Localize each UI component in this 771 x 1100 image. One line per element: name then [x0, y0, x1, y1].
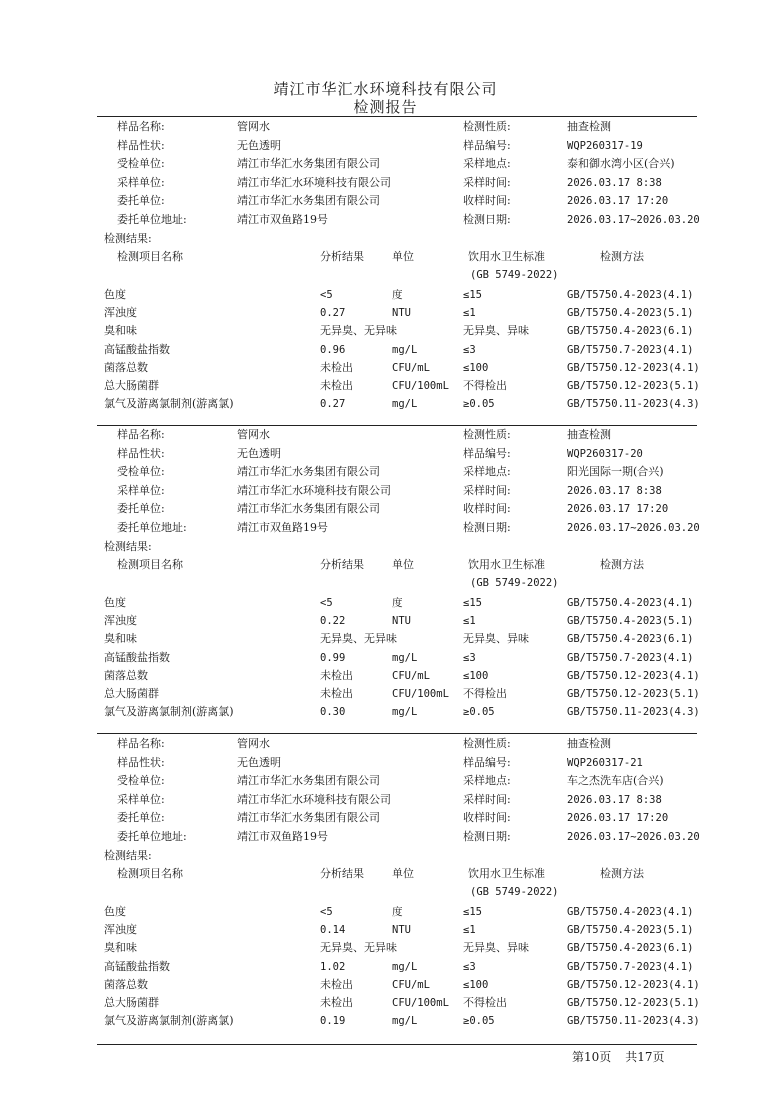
row-item: 菌落总数	[104, 360, 148, 374]
client-unit-label: 委托单位:	[117, 502, 165, 516]
sampling-site-value: 阳光国际一期(合兴)	[567, 465, 664, 479]
row-method: GB/T5750.7-2023(4.1)	[567, 343, 694, 356]
row-result: 0.99	[320, 651, 346, 664]
client-unit-value: 靖江市华汇水务集团有限公司	[237, 502, 380, 516]
row-result: 0.22	[320, 615, 346, 628]
test-type-value: 抽查检测	[567, 737, 611, 750]
col-method-header: 检测方法	[600, 558, 644, 571]
row-standard: ≤3	[463, 343, 476, 356]
client-address-label: 委托单位地址:	[117, 213, 187, 226]
receive-time-value: 2026.03.17 17:20	[567, 195, 669, 208]
sample-no-value: WQP260317-20	[567, 447, 643, 460]
row-result: 0.19	[320, 1015, 346, 1028]
col-standard-header: 饮用水卫生标准	[468, 558, 545, 571]
row-item: 氯气及游离氯制剂(游离氯)	[104, 705, 234, 719]
row-item: 臭和味	[104, 324, 137, 338]
col-standard-code: (GB 5749-2022)	[470, 577, 559, 589]
client-unit-label: 委托单位:	[117, 194, 165, 208]
row-unit: CFU/mL	[392, 669, 430, 682]
section-divider	[97, 733, 697, 734]
row-method: GB/T5750.12-2023(5.1)	[567, 997, 700, 1009]
row-unit: CFU/100mL	[392, 997, 449, 1009]
sampling-site-value: 泰和御水湾小区(合兴)	[567, 157, 675, 171]
test-date-label: 检测日期:	[463, 830, 511, 843]
client-address-value: 靖江市双鱼路19号	[237, 830, 328, 843]
results-label: 检测结果:	[104, 849, 152, 862]
col-standard-code: (GB 5749-2022)	[470, 269, 559, 281]
receive-time-value: 2026.03.17 17:20	[567, 503, 669, 516]
row-standard: 无异臭、异味	[463, 941, 529, 955]
client-address-label: 委托单位地址:	[117, 521, 187, 534]
client-address-label: 委托单位地址:	[117, 830, 187, 843]
row-standard: 无异臭、异味	[463, 632, 529, 646]
row-standard: 不得检出	[463, 379, 507, 392]
row-method: GB/T5750.11-2023(4.3)	[567, 706, 700, 719]
sample-no-label: 样品编号:	[463, 138, 511, 152]
row-result: <5	[320, 289, 333, 301]
row-standard: ≤3	[463, 960, 476, 973]
sample-no-label: 样品编号:	[463, 755, 511, 769]
row-standard: ≤15	[463, 597, 482, 609]
sample-state-value: 无色透明	[237, 755, 281, 769]
row-result: 未检出	[320, 977, 353, 991]
sample-block	[0, 735, 771, 1041]
receiving-unit-value: 靖江市华汇水务集团有限公司	[237, 157, 380, 171]
row-item: 高锰酸盐指数	[104, 342, 170, 356]
sample-name-label: 样品名称:	[117, 120, 165, 133]
row-method: GB/T5750.12-2023(5.1)	[567, 380, 700, 392]
row-method: GB/T5750.7-2023(4.1)	[567, 960, 694, 973]
sample-block	[0, 426, 771, 732]
row-unit: mg/L	[392, 706, 418, 719]
sampling-unit-value: 靖江市华汇水环境科技有限公司	[237, 175, 391, 189]
row-item: 总大肠菌群	[104, 687, 159, 700]
top-rule	[97, 116, 697, 117]
row-standard: ≥0.05	[463, 1015, 495, 1028]
row-method: GB/T5750.4-2023(6.1)	[567, 942, 694, 955]
row-unit: NTU	[392, 615, 411, 628]
test-type-label: 检测性质:	[463, 737, 511, 750]
row-unit: 度	[392, 289, 403, 301]
sample-no-label: 样品编号:	[463, 446, 511, 460]
row-method: GB/T5750.12-2023(5.1)	[567, 688, 700, 700]
sampling-time-label: 采样时间:	[463, 175, 511, 189]
row-unit: 度	[392, 906, 403, 918]
receive-time-label: 收样时间:	[463, 194, 511, 208]
row-result: 0.96	[320, 343, 346, 356]
sample-name-value: 管网水	[237, 737, 270, 750]
sample-block	[0, 118, 771, 424]
row-method: GB/T5750.4-2023(6.1)	[567, 633, 694, 646]
row-standard: 无异臭、异味	[463, 324, 529, 338]
row-result: 未检出	[320, 996, 353, 1009]
receiving-unit-label: 受检单位:	[117, 157, 165, 171]
col-standard-code: (GB 5749-2022)	[470, 886, 559, 898]
sampling-site-label: 采样地点:	[463, 465, 511, 479]
company-name: 靖江市华汇水环境科技有限公司	[273, 80, 498, 98]
row-item: 色度	[104, 596, 126, 609]
row-standard: 不得检出	[463, 996, 507, 1009]
row-method: GB/T5750.7-2023(4.1)	[567, 651, 694, 664]
row-unit: CFU/mL	[392, 978, 430, 991]
test-date-label: 检测日期:	[463, 521, 511, 534]
row-item: 高锰酸盐指数	[104, 959, 170, 973]
row-item: 菌落总数	[104, 668, 148, 682]
sampling-site-value: 车之杰洗车店(合兴)	[567, 774, 664, 788]
row-result: 1.02	[320, 960, 346, 973]
sampling-unit-value: 靖江市华汇水环境科技有限公司	[237, 792, 391, 806]
sample-name-value: 管网水	[237, 428, 270, 441]
row-standard: ≤1	[463, 307, 476, 320]
row-item: 总大肠菌群	[104, 996, 159, 1009]
client-address-value: 靖江市双鱼路19号	[237, 521, 328, 534]
receive-time-label: 收样时间:	[463, 502, 511, 516]
row-method: GB/T5750.12-2023(4.1)	[567, 978, 700, 991]
sampling-unit-label: 采样单位:	[117, 792, 165, 806]
row-unit: CFU/100mL	[392, 688, 449, 700]
row-item: 菌落总数	[104, 977, 148, 991]
row-result: 0.27	[320, 307, 346, 320]
row-standard: ≤3	[463, 651, 476, 664]
sample-state-label: 样品性状:	[117, 446, 165, 460]
row-method: GB/T5750.4-2023(4.1)	[567, 906, 694, 918]
sample-state-value: 无色透明	[237, 446, 281, 460]
test-date-value: 2026.03.17~2026.03.20	[567, 831, 700, 843]
receive-time-value: 2026.03.17 17:20	[567, 812, 669, 825]
row-standard: ≤1	[463, 924, 476, 937]
results-label: 检测结果:	[104, 232, 152, 245]
row-item: 高锰酸盐指数	[104, 650, 170, 664]
row-item: 浑浊度	[104, 923, 137, 937]
test-date-value: 2026.03.17~2026.03.20	[567, 522, 700, 534]
sampling-time-label: 采样时间:	[463, 483, 511, 497]
row-item: 臭和味	[104, 632, 137, 646]
page-footer	[572, 1048, 679, 1065]
client-unit-value: 靖江市华汇水务集团有限公司	[237, 811, 380, 825]
sampling-site-label: 采样地点:	[463, 157, 511, 171]
row-item: 浑浊度	[104, 306, 137, 320]
row-method: GB/T5750.11-2023(4.3)	[567, 1015, 700, 1028]
row-method: GB/T5750.12-2023(4.1)	[567, 669, 700, 682]
row-standard: ≤100	[463, 669, 489, 682]
row-unit: NTU	[392, 924, 411, 937]
receiving-unit-value: 靖江市华汇水务集团有限公司	[237, 774, 380, 788]
row-result: 0.30	[320, 706, 346, 719]
page-number: 第10页	[572, 1050, 612, 1064]
row-result: 无异臭、无异味	[320, 632, 397, 646]
test-type-value: 抽查检测	[567, 120, 611, 133]
row-method: GB/T5750.11-2023(4.3)	[567, 398, 700, 411]
row-standard: ≤15	[463, 289, 482, 301]
row-method: GB/T5750.4-2023(4.1)	[567, 597, 694, 609]
sampling-time-label: 采样时间:	[463, 792, 511, 806]
row-method: GB/T5750.4-2023(5.1)	[567, 615, 694, 628]
row-unit: 度	[392, 597, 403, 609]
receiving-unit-value: 靖江市华汇水务集团有限公司	[237, 465, 380, 479]
row-item: 氯气及游离氯制剂(游离氯)	[104, 1014, 234, 1028]
receiving-unit-label: 受检单位:	[117, 465, 165, 479]
sampling-time-value: 2026.03.17 8:38	[567, 176, 662, 189]
row-result: 未检出	[320, 668, 353, 682]
sample-no-value: WQP260317-21	[567, 756, 643, 769]
col-method-header: 检测方法	[600, 867, 644, 880]
row-result: 无异臭、无异味	[320, 941, 397, 955]
col-standard-header: 饮用水卫生标准	[468, 867, 545, 880]
row-unit: mg/L	[392, 651, 418, 664]
col-unit-header: 单位	[392, 867, 414, 880]
row-result: <5	[320, 906, 333, 918]
row-result: 0.14	[320, 924, 346, 937]
col-item-header: 检测项目名称	[117, 867, 183, 880]
row-unit: mg/L	[392, 343, 418, 356]
row-standard: ≤100	[463, 361, 489, 374]
row-method: GB/T5750.12-2023(4.1)	[567, 361, 700, 374]
row-unit: CFU/100mL	[392, 380, 449, 392]
row-item: 臭和味	[104, 941, 137, 955]
row-item: 总大肠菌群	[104, 379, 159, 392]
row-standard: ≤1	[463, 615, 476, 628]
report-title: 检测报告	[353, 98, 418, 116]
row-unit: CFU/mL	[392, 361, 430, 374]
sample-state-label: 样品性状:	[117, 138, 165, 152]
row-unit: NTU	[392, 307, 411, 320]
test-type-label: 检测性质:	[463, 428, 511, 441]
col-item-header: 检测项目名称	[117, 250, 183, 263]
col-result-header: 分析结果	[320, 250, 364, 263]
row-standard: 不得检出	[463, 687, 507, 700]
receiving-unit-label: 受检单位:	[117, 774, 165, 788]
sampling-time-value: 2026.03.17 8:38	[567, 793, 662, 806]
row-standard: ≤100	[463, 978, 489, 991]
row-result: 0.27	[320, 398, 346, 411]
receive-time-label: 收样时间:	[463, 811, 511, 825]
row-item: 浑浊度	[104, 614, 137, 628]
sampling-unit-label: 采样单位:	[117, 175, 165, 189]
bottom-rule	[97, 1044, 697, 1045]
test-type-value: 抽查检测	[567, 428, 611, 441]
test-date-label: 检测日期:	[463, 213, 511, 226]
col-result-header: 分析结果	[320, 558, 364, 571]
row-result: 未检出	[320, 687, 353, 700]
sample-state-value: 无色透明	[237, 138, 281, 152]
results-label: 检测结果:	[104, 540, 152, 553]
row-method: GB/T5750.4-2023(5.1)	[567, 924, 694, 937]
sampling-unit-label: 采样单位:	[117, 483, 165, 497]
client-unit-value: 靖江市华汇水务集团有限公司	[237, 194, 380, 208]
col-unit-header: 单位	[392, 250, 414, 263]
row-method: GB/T5750.4-2023(4.1)	[567, 289, 694, 301]
sample-name-label: 样品名称:	[117, 737, 165, 750]
client-address-value: 靖江市双鱼路19号	[237, 213, 328, 226]
row-unit: mg/L	[392, 398, 418, 411]
col-result-header: 分析结果	[320, 867, 364, 880]
sample-state-label: 样品性状:	[117, 755, 165, 769]
test-date-value: 2026.03.17~2026.03.20	[567, 214, 700, 226]
col-unit-header: 单位	[392, 558, 414, 571]
row-item: 色度	[104, 288, 126, 301]
row-standard: ≤15	[463, 906, 482, 918]
col-item-header: 检测项目名称	[117, 558, 183, 571]
row-method: GB/T5750.4-2023(6.1)	[567, 325, 694, 338]
row-item: 色度	[104, 905, 126, 918]
row-item: 氯气及游离氯制剂(游离氯)	[104, 397, 234, 411]
row-result: <5	[320, 597, 333, 609]
sampling-unit-value: 靖江市华汇水环境科技有限公司	[237, 483, 391, 497]
page-total: 共17页	[625, 1050, 665, 1064]
row-method: GB/T5750.4-2023(5.1)	[567, 307, 694, 320]
row-result: 未检出	[320, 379, 353, 392]
sample-no-value: WQP260317-19	[567, 139, 643, 152]
row-result: 无异臭、无异味	[320, 324, 397, 338]
row-result: 未检出	[320, 360, 353, 374]
sampling-site-label: 采样地点:	[463, 774, 511, 788]
sample-name-label: 样品名称:	[117, 428, 165, 441]
col-standard-header: 饮用水卫生标准	[468, 250, 545, 263]
row-unit: mg/L	[392, 1015, 418, 1028]
sampling-time-value: 2026.03.17 8:38	[567, 484, 662, 497]
row-standard: ≥0.05	[463, 706, 495, 719]
sample-name-value: 管网水	[237, 120, 270, 133]
test-type-label: 检测性质:	[463, 120, 511, 133]
row-unit: mg/L	[392, 960, 418, 973]
row-standard: ≥0.05	[463, 398, 495, 411]
col-method-header: 检测方法	[600, 250, 644, 263]
client-unit-label: 委托单位:	[117, 811, 165, 825]
